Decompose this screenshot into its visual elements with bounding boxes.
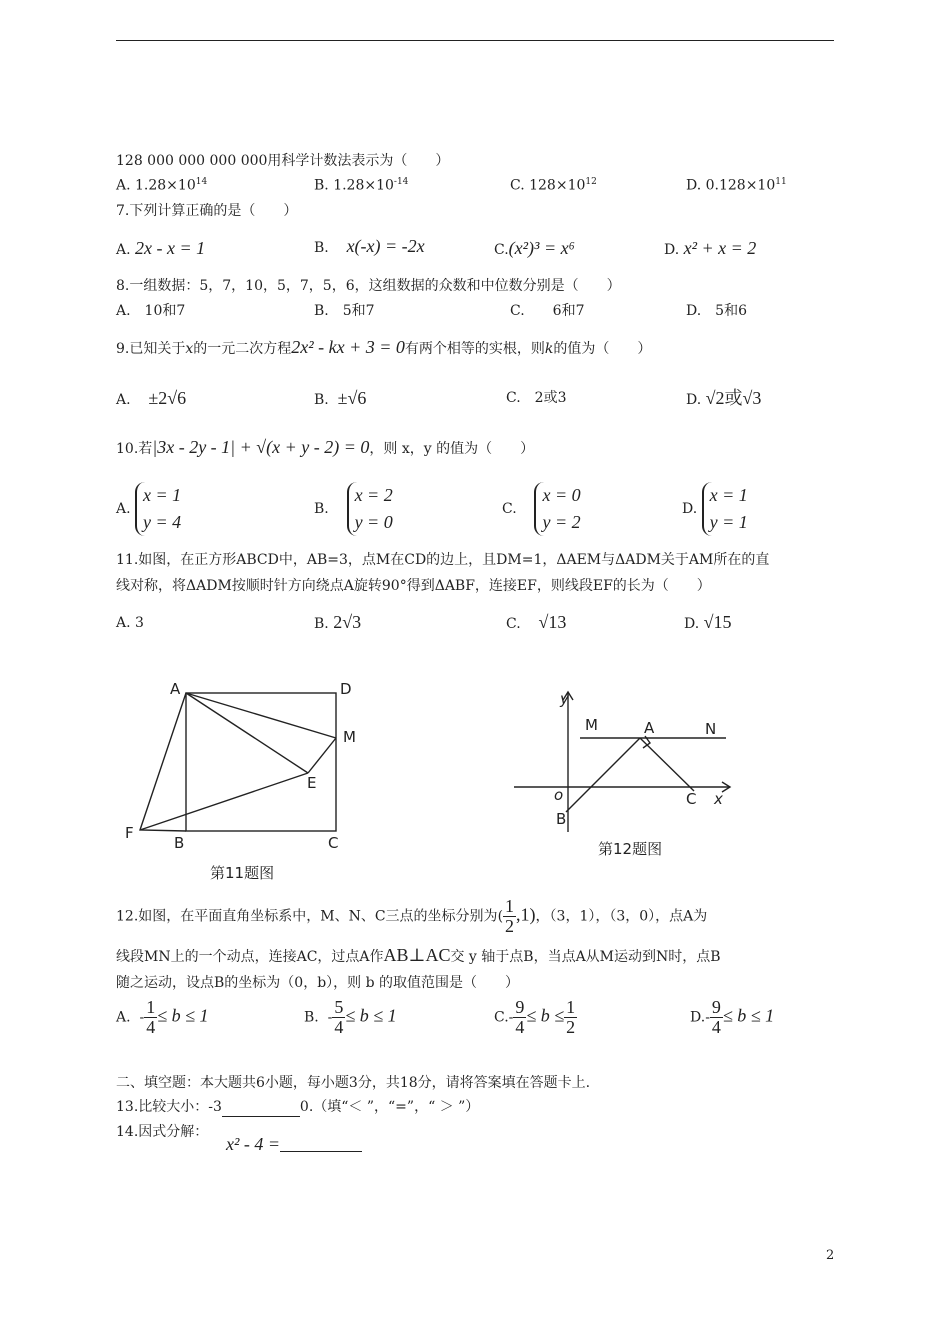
q9-stem: 9.已知关于x的一元二次方程2x² - kx + 3 = 0有两个相等的实根，则k的值为（ ） bbox=[116, 337, 652, 357]
q8-option-c: C. 6和7 bbox=[510, 303, 585, 319]
q12-line3: 随之运动，设点B的坐标为（0，b），则 b 的取值范围是（ ） bbox=[116, 975, 520, 991]
q6-option-d: D. $0.128\times 10^{11}$ bbox=[686, 177, 787, 194]
section-2-heading: 二、填空题：本大题共6小题，每小题3分，共18分，请将答案填在答题卡上. bbox=[116, 1075, 591, 1091]
q7-option-a: A. 2x - x = 1 bbox=[116, 238, 206, 258]
q12-option-a: A. - $\frac{1}{4}$ ≤ b ≤ 1 bbox=[116, 997, 209, 1037]
q11-line2: 线对称，将ΔADM按顺时针方向绕点A旋转90°得到ΔABF，连接EF，则线段EF的长为（ ） bbox=[116, 578, 711, 594]
q12-option-d: D.- $\frac{9}{4}$ ≤ b ≤ 1 bbox=[690, 997, 775, 1037]
fig11-label-e: E bbox=[307, 774, 317, 792]
q12-line2: 线段MN上的一个动点，连接AC，过点A作AB⊥AC交 y 轴于点B，当点A从M运动到N时，点B bbox=[116, 945, 721, 965]
page-number: 2 bbox=[826, 1248, 835, 1263]
q6-option-b: B. $1.28\times 10^{-14}$ bbox=[314, 177, 409, 194]
q14-label: 14.因式分解： bbox=[116, 1124, 209, 1140]
q14-expression: x² - 4 = bbox=[226, 1134, 362, 1156]
q10-option-a: A. x = 1 y = 4 bbox=[116, 482, 181, 536]
q7-option-c: C.(x²)³ = x⁶ bbox=[494, 238, 575, 258]
fig11-label-a: A bbox=[170, 680, 181, 698]
q10-option-c: C. x = 0 y = 2 bbox=[502, 482, 581, 536]
fig11-caption: 第11题图 bbox=[210, 864, 275, 882]
q7-stem: 7.下列计算正确的是（ ） bbox=[116, 203, 298, 219]
q6-option-c: C. $128\times 10^{12}$ bbox=[510, 177, 597, 194]
q11-option-a: A. 3 bbox=[116, 615, 144, 631]
header-rule bbox=[116, 40, 834, 41]
q7-option-d: D. x² + x = 2 bbox=[664, 238, 757, 258]
fig12-label-c: C bbox=[686, 790, 697, 808]
q8-option-a: A. 10和7 bbox=[116, 303, 186, 319]
fig12-label-m: M bbox=[585, 716, 598, 734]
fig12-label-n: N bbox=[705, 720, 717, 738]
q9-option-a: A. ±2√6 bbox=[116, 388, 187, 408]
fig12-label-y: y bbox=[560, 690, 569, 708]
fig11-label-m: M bbox=[343, 728, 356, 746]
q11-option-d: D. √15 bbox=[684, 612, 732, 632]
q6-stem: 128 000 000 000 000用科学计数法表示为（ ） bbox=[116, 153, 450, 169]
q11-option-b: B. 2√3 bbox=[314, 612, 362, 632]
fig12-label-o: o bbox=[554, 786, 564, 804]
fig11-label-c: C bbox=[328, 834, 339, 852]
q7-option-b: B. x(-x) = -2x bbox=[314, 236, 425, 256]
q10-option-d: D. x = 1 y = 1 bbox=[682, 482, 748, 536]
q13: 13.比较大小：-3 0.（填“＜ ”，“=”，“ ＞ ”） bbox=[116, 1099, 480, 1115]
q10-option-b: B. x = 2 y = 0 bbox=[314, 482, 393, 536]
fig11-label-b: B bbox=[174, 834, 185, 852]
fig12-label-b: B bbox=[556, 810, 567, 828]
fig12-label-a: A bbox=[644, 719, 655, 737]
q11-option-c: C. √13 bbox=[506, 612, 567, 632]
fig11-label-f: F bbox=[125, 824, 134, 842]
q6-option-a: A. $1.28\times 10^{14}$ bbox=[116, 177, 208, 194]
figure-12 bbox=[508, 680, 748, 865]
figure-11 bbox=[118, 672, 378, 887]
q10-stem: 10.若|3x - 2y - 1| + √(x + y - 2) = 0，则 x，y 的值为（ ） bbox=[116, 437, 535, 457]
fig12-label-x: x bbox=[714, 790, 723, 808]
q9-option-b: B. ±√6 bbox=[314, 388, 367, 408]
q12-option-b: B. - $\frac{5}{4}$ ≤ b ≤ 1 bbox=[304, 997, 397, 1037]
fig12-caption: 第12题图 bbox=[598, 840, 663, 858]
q8-option-d: D. 5和6 bbox=[686, 303, 747, 319]
q8-option-b: B. 5和7 bbox=[314, 303, 375, 319]
q9-option-d: D. √2或√3 bbox=[686, 388, 762, 408]
fig11-label-d: D bbox=[340, 680, 352, 698]
q9-option-c: C. 2或3 bbox=[506, 390, 567, 406]
q12-option-c: C.- $\frac{9}{4}$ ≤ b ≤ $\frac{1}{2}$ bbox=[494, 997, 576, 1037]
q12-line1: 12.如图，在平面直角坐标系中，M、N、C三点的坐标分别为( $\frac{1}{2}$ ,1)，（3，1），（3，0），点A为 bbox=[116, 896, 708, 936]
q11-line1: 11.如图，在正方形ABCD中，AB=3，点M在CD的边上，且DM=1，ΔAEM与ΔADM关于AM所在的直 bbox=[116, 552, 770, 568]
q8-stem: 8.一组数据：5，7，10，5，7，5，6，这组数据的众数和中位数分别是（ ） bbox=[116, 278, 621, 294]
